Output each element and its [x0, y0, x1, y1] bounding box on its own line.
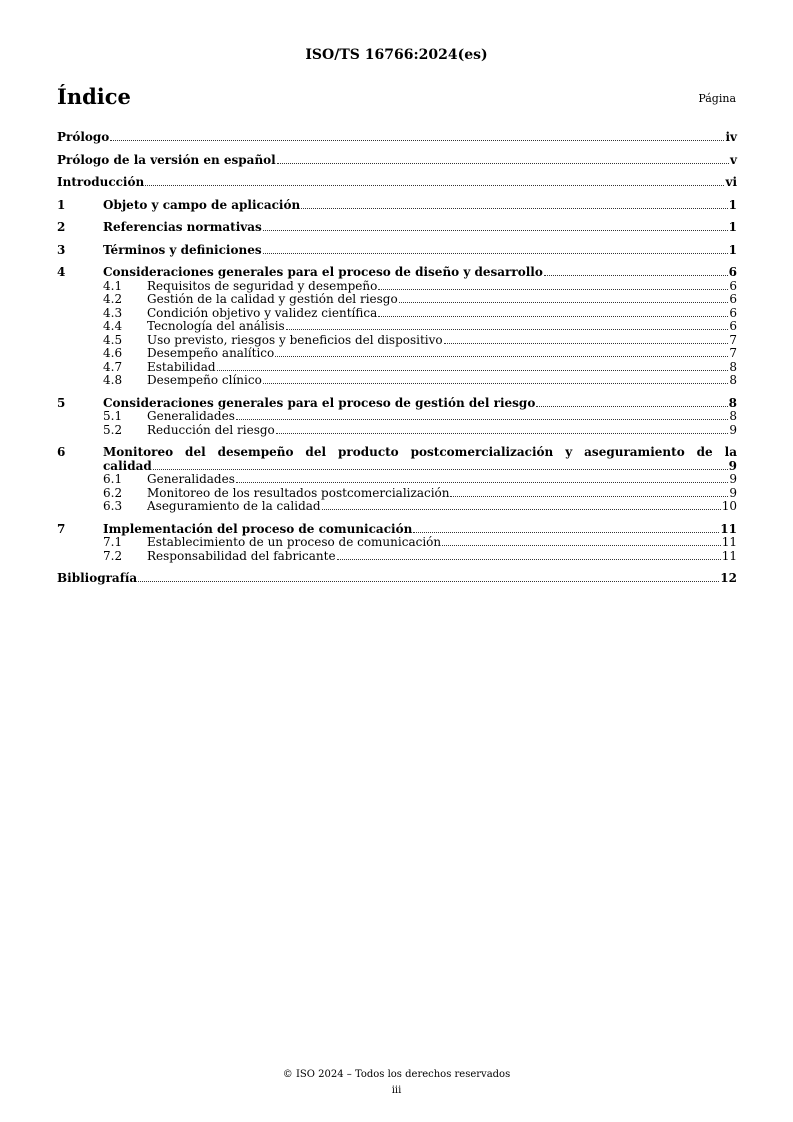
leader-dots	[444, 343, 729, 344]
leader-dots	[263, 230, 728, 231]
toc-entry-introduccion[interactable]	[57, 176, 737, 190]
toc-entry-section-5[interactable]	[57, 397, 737, 411]
toc-entry-text: Generalidades	[147, 409, 235, 423]
toc-entry-text: Estabilidad	[147, 359, 216, 374]
leader-dots	[145, 185, 724, 186]
leader-dots	[378, 289, 728, 290]
leader-dots	[263, 383, 729, 384]
toc-entry-page: 8	[729, 373, 737, 387]
toc-entry-page: 11	[720, 521, 737, 536]
page-number: iii	[391, 1085, 402, 1096]
toc-entry-text: Requisitos de seguridad y desempeño	[147, 278, 378, 293]
leader-dots	[110, 140, 724, 141]
toc-entry-prologo[interactable]	[57, 131, 737, 145]
toc-entry-4-7[interactable]	[57, 361, 737, 375]
toc-entry-page: 6	[728, 265, 737, 279]
section-number: 4	[57, 265, 66, 279]
toc-entry-page: iv	[725, 130, 737, 144]
toc-entry-5-1[interactable]	[57, 410, 737, 424]
toc-entry-page: 8	[729, 409, 737, 423]
leader-dots	[276, 433, 729, 434]
toc-entry-section-4[interactable]	[57, 266, 737, 280]
toc-entry-text: Monitoreo de los resultados postcomercialización	[147, 485, 450, 500]
leader-dots	[286, 329, 729, 330]
toc-entry-6-2[interactable]	[57, 487, 737, 501]
table-of-contents	[57, 131, 737, 586]
toc-entry-page: 8	[728, 395, 737, 410]
subsection-number: 4.2	[103, 292, 123, 306]
leader-dots	[413, 532, 719, 533]
leader-dots	[236, 419, 728, 420]
toc-entry-text-line1: Monitoreo del desempeño del producto postcomercialización y aseguramiento de la	[103, 445, 737, 459]
leader-dots	[322, 509, 721, 510]
toc-entry-4-6[interactable]	[57, 347, 737, 361]
toc-entry-page: 11	[721, 535, 737, 549]
toc-entry-text: Consideraciones generales para el proceso de gestión del riesgo	[103, 395, 536, 410]
toc-entry-bibliografia[interactable]	[57, 572, 737, 586]
subsection-number: 4.1	[103, 278, 123, 293]
toc-entry-5-2[interactable]	[57, 424, 737, 438]
section-number: 3	[57, 242, 66, 257]
subsection-number: 7.2	[103, 548, 123, 563]
toc-entry-text: Términos y definiciones	[103, 242, 262, 257]
toc-entry-page: 6	[729, 278, 737, 293]
toc-entry-4-4[interactable]	[57, 320, 737, 334]
toc-entry-text: Implementación del proceso de comunicación	[103, 521, 413, 536]
toc-entry-page: 6	[729, 292, 737, 306]
toc-entry-text: Condición objetivo y validez científica	[147, 305, 378, 320]
toc-entry-page: 11	[721, 548, 737, 563]
toc-entry-page: 9	[729, 472, 737, 486]
toc-entry-text: Introducción	[57, 175, 145, 189]
toc-title: Índice	[57, 84, 131, 109]
toc-entry-page: 12	[720, 571, 737, 585]
toc-entry-text: Aseguramiento de la calidad	[147, 499, 321, 513]
leader-dots	[378, 316, 728, 317]
toc-entry-page: 1	[728, 197, 737, 212]
subsection-number: 6.2	[103, 485, 123, 500]
toc-entry-text: Desempeño analítico	[147, 346, 275, 360]
toc-entry-text: Objeto y campo de aplicación	[103, 197, 301, 212]
section-number: 1	[57, 197, 66, 212]
section-number: 5	[57, 395, 66, 410]
toc-entry-section-1[interactable]	[57, 199, 737, 213]
subsection-number: 4.4	[103, 319, 123, 333]
toc-entry-section-6[interactable]	[57, 446, 737, 473]
leader-dots	[217, 370, 729, 371]
leader-dots	[153, 469, 728, 470]
section-number: 7	[57, 521, 66, 536]
toc-entry-section-7[interactable]	[57, 523, 737, 537]
subsection-number: 4.7	[103, 359, 123, 374]
toc-entry-page: 7	[729, 346, 737, 360]
document-id: ISO/TS 16766:2024(es)	[305, 47, 488, 63]
section-number: 2	[57, 220, 66, 234]
leader-dots	[337, 559, 721, 560]
subsection-number: 4.5	[103, 332, 123, 347]
subsection-number: 4.6	[103, 346, 123, 360]
toc-entry-text: Prólogo de la versión en español	[57, 152, 276, 167]
section-number: 6	[57, 445, 66, 459]
leader-dots	[275, 356, 728, 357]
subsection-number: 4.8	[103, 373, 123, 387]
leader-dots	[399, 302, 729, 303]
toc-entry-page: vi	[725, 175, 737, 189]
toc-entry-4-5[interactable]	[57, 334, 737, 348]
toc-entry-4-3[interactable]	[57, 307, 737, 321]
toc-entry-section-2[interactable]	[57, 221, 737, 235]
subsection-number: 4.3	[103, 305, 123, 320]
toc-entry-6-3[interactable]	[57, 500, 737, 514]
copyright-notice: © ISO 2024 – Todos los derechos reservados	[282, 1069, 511, 1080]
leader-dots	[277, 163, 729, 164]
toc-entry-text: Reducción del riesgo	[147, 422, 275, 437]
page-column-label: Página	[698, 92, 736, 105]
toc-entry-text: Generalidades	[147, 472, 235, 486]
toc-entry-text: Consideraciones generales para el proceso de diseño y desarrollo	[103, 265, 543, 279]
toc-entry-text: Tecnología del análisis	[147, 319, 285, 333]
toc-entry-4-2[interactable]	[57, 293, 737, 307]
toc-entry-page: 9	[728, 458, 737, 473]
toc-entry-page: 1	[728, 220, 737, 234]
subsection-number: 6.3	[103, 499, 123, 513]
toc-entry-text: Desempeño clínico	[147, 373, 262, 387]
toc-entry-page: v	[730, 152, 737, 167]
page-footer	[0, 1067, 793, 1099]
leader-dots	[536, 406, 727, 407]
toc-entry-text: Establecimiento de un proceso de comunicación	[147, 535, 442, 549]
subsection-number: 5.1	[103, 409, 123, 423]
toc-entry-text: Responsabilidad del fabricante	[147, 548, 336, 563]
subsection-number: 7.1	[103, 535, 123, 549]
toc-entry-page: 6	[729, 305, 737, 320]
leader-dots	[236, 482, 728, 483]
toc-entry-page: 9	[729, 422, 737, 437]
leader-dots	[263, 253, 728, 254]
toc-entry-section-3[interactable]	[57, 244, 737, 258]
toc-entry-page: 10	[721, 499, 737, 513]
toc-entry-text-line2: calidad	[103, 458, 152, 473]
toc-entry-text: Referencias normativas	[103, 220, 262, 234]
toc-entry-page: 8	[729, 359, 737, 374]
toc-entry-7-2[interactable]	[57, 550, 737, 564]
leader-dots	[544, 275, 728, 276]
toc-entry-6-1[interactable]	[57, 473, 737, 487]
subsection-number: 5.2	[103, 422, 123, 437]
toc-entry-text: Uso previsto, riesgos y beneficios del dispositivo	[147, 332, 443, 347]
toc-entry-text: Prólogo	[57, 130, 110, 144]
leader-dots	[301, 208, 727, 209]
toc-entry-prologo-es[interactable]	[57, 154, 737, 168]
toc-entry-text: Gestión de la calidad y gestión del riesgo	[147, 292, 398, 306]
toc-entry-page: 9	[729, 485, 737, 500]
leader-dots	[442, 545, 721, 546]
toc-entry-text: Bibliografía	[57, 571, 138, 585]
leader-dots	[138, 581, 719, 582]
toc-entry-page: 6	[729, 319, 737, 333]
toc-entry-page: 1	[728, 242, 737, 257]
toc-entry-7-1[interactable]	[57, 536, 737, 550]
toc-entry-4-8[interactable]	[57, 374, 737, 388]
toc-entry-page: 7	[729, 332, 737, 347]
subsection-number: 6.1	[103, 472, 123, 486]
leader-dots	[450, 496, 728, 497]
toc-entry-4-1[interactable]	[57, 280, 737, 294]
